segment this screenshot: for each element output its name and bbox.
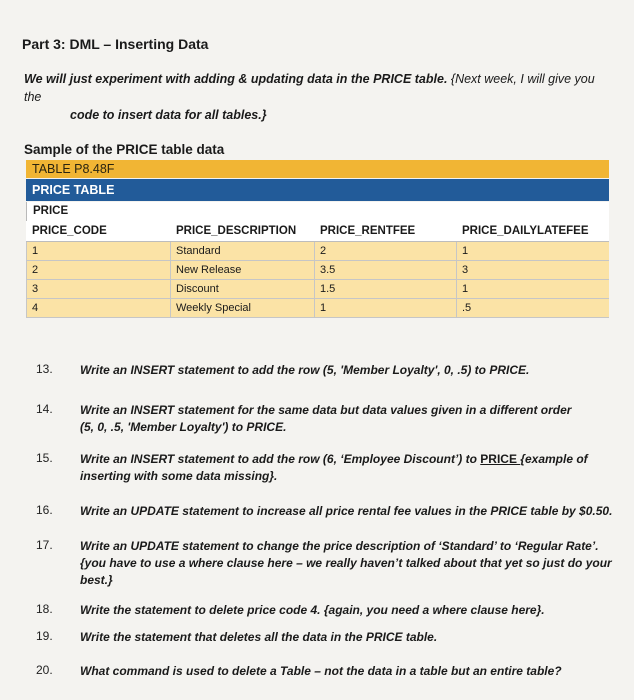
sample-title: Sample of the PRICE table data <box>24 142 225 157</box>
price-link-text: PRICE <box>480 452 521 466</box>
question-text: Write the statement that deletes all the data in the PRICE table. <box>80 630 438 644</box>
question-text: Write an UPDATE statement to increase all price rental fee values in the PRICE table by $0.50. <box>80 504 613 518</box>
table-cell: 1 <box>456 280 609 299</box>
question-number: 19. <box>36 629 53 643</box>
section-heading: Part 3: DML – Inserting Data <box>22 36 209 52</box>
col-header-price-rentfee: PRICE_RENTFEE <box>314 221 456 242</box>
intro-bold: We will just experiment with adding & updating data in the PRICE table. <box>24 72 448 86</box>
table-cell: 3 <box>26 280 170 299</box>
question-line: Write an INSERT statement for the same data but data values given in a different order <box>80 403 572 417</box>
question-line <box>80 451 615 468</box>
table-cell: 1 <box>26 242 170 261</box>
table-cell: New Release <box>170 261 314 280</box>
table-cell: 1.5 <box>314 280 456 299</box>
intro-light: {Next week, I will give you the <box>24 72 595 104</box>
question-number: 13. <box>36 362 53 376</box>
question-line-part: {example of <box>520 452 588 466</box>
question-text <box>80 451 615 485</box>
question-number: 18. <box>36 602 53 616</box>
question-number: 14. <box>36 402 53 416</box>
question-text: Write the statement to delete price code 4. {again, you need a where clause here}. <box>80 603 545 617</box>
table-cell: 3 <box>456 261 609 280</box>
table-cell: Weekly Special <box>170 299 314 318</box>
question-line-part: Write an INSERT statement to add the row (6, ‘Employee Discount’) to <box>80 452 481 466</box>
intro-line2: code to insert data for all tables.} <box>70 108 267 122</box>
question-text <box>80 538 615 589</box>
table-caption: TABLE P8.48F <box>26 160 609 178</box>
question-line: Write an UPDATE statement to change the price description of ‘Standard’ to ‘Regular Rate’. <box>80 539 599 553</box>
table-grid <box>26 202 609 318</box>
col-header-price-description: PRICE_DESCRIPTION <box>170 221 314 242</box>
question-number: 16. <box>36 503 53 517</box>
question-line: (5, 0, .5, 'Member Loyalty') to PRICE. <box>80 420 287 434</box>
question-text: What command is used to delete a Table – not the data in a table but an entire table? <box>80 664 562 678</box>
col-header-price-code: PRICE_CODE <box>26 221 170 242</box>
table-cell: 2 <box>314 242 456 261</box>
table-name: PRICE TABLE <box>26 179 609 201</box>
table-cell: 3.5 <box>314 261 456 280</box>
question-number: 17. <box>36 538 53 552</box>
question-text <box>80 402 615 436</box>
question-line: inserting with some data missing}. <box>80 469 278 483</box>
table-cell: Standard <box>170 242 314 261</box>
group-header: PRICE <box>26 202 609 221</box>
table-cell: 1 <box>314 299 456 318</box>
table-cell: 2 <box>26 261 170 280</box>
question-number: 15. <box>36 451 53 465</box>
col-header-price-dailylatefee: PRICE_DAILYLATEFEE <box>456 221 609 242</box>
table-cell: Discount <box>170 280 314 299</box>
table-cell: 1 <box>456 242 609 261</box>
question-number: 20. <box>36 663 53 677</box>
question-line: {you have to use a where clause here – we really haven’t talked about that yet so just do your <box>80 556 612 570</box>
question-text: Write an INSERT statement to add the row (5, 'Member Loyalty', 0, .5) to PRICE. <box>80 363 530 377</box>
price-table <box>26 160 609 318</box>
table-cell: 4 <box>26 299 170 318</box>
intro-paragraph <box>24 70 614 124</box>
question-line: best.} <box>80 573 113 587</box>
table-cell: .5 <box>456 299 609 318</box>
